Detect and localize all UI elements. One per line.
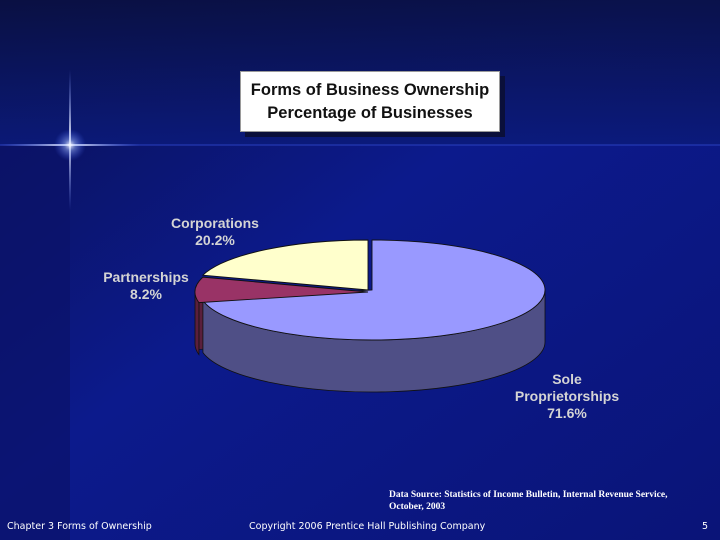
footer-chapter: Chapter 3 Forms of Ownership	[7, 521, 152, 532]
chart-title-line-1: Forms of Business Ownership	[250, 80, 490, 99]
chart-title-box	[240, 71, 500, 132]
data-source-line-1: Data Source: Statistics of Income Bulletin, Internal Revenue Service,	[389, 490, 668, 500]
pie-label-corporations-value: 20.2%	[195, 232, 235, 248]
data-source-line-2: October, 2003	[389, 502, 446, 512]
chart-title-line-2: Percentage of Businesses	[267, 103, 473, 122]
pie-label-partnerships-value: 8.2%	[130, 286, 162, 302]
data-source-note	[389, 489, 699, 513]
pie-label-sole-proprietorships-value: 71.6%	[547, 405, 587, 421]
pie-label-sole-proprietorships-name: Proprietorships	[514, 388, 620, 404]
pie-label-sole-proprietorships-name: Sole	[552, 371, 582, 387]
footer-copyright: Copyright 2006 Prentice Hall Publishing Company	[249, 521, 486, 532]
pie-label-partnerships-name: Partnerships	[103, 269, 189, 285]
pie-label-corporations-name: Corporations	[171, 215, 259, 231]
footer-page-number: 5	[702, 521, 709, 532]
